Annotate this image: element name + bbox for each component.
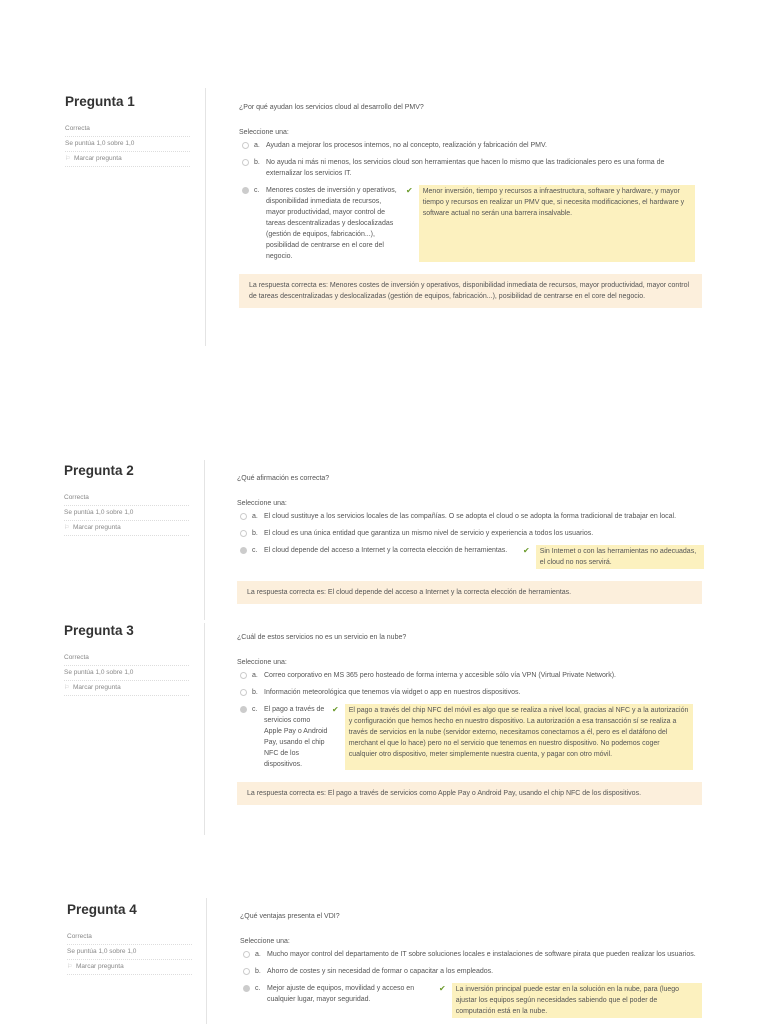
radio-button-selected[interactable]	[243, 985, 250, 992]
question-status: Correcta	[67, 930, 192, 945]
question-score: Se puntúa 1,0 sobre 1,0	[67, 945, 192, 960]
answer-option-c[interactable]: c. El cloud depende del acceso a Internet y la correcta elección de herramientas. ✔ Sin Internet o con las herramientas no adecuadas, el cloud no nos servirá.	[237, 545, 702, 569]
answer-option-a[interactable]: a. Ayudan a mejorar los procesos internos, no al concepto, realización y fabricación del PMV.	[239, 140, 702, 151]
divider	[206, 898, 207, 1024]
radio-button[interactable]	[240, 513, 247, 520]
select-label: Seleccione una:	[240, 938, 290, 945]
answer-option-c[interactable]: c. Mejor ajuste de equipos, movilidad y acceso en cualquier lugar, mayor seguridad. ✔ La inversión principal puede estar en la solución en la nube, para (luego ajustar los equipos según necesidades sabiendo que el poder de computación está en la nube.	[240, 983, 702, 1018]
question-status: Correcta	[64, 491, 189, 506]
flag-question-link[interactable]: ⚐ Marcar pregunta	[64, 681, 189, 696]
flag-question-link[interactable]: ⚐ Marcar pregunta	[65, 152, 190, 167]
radio-button-selected[interactable]	[242, 187, 249, 194]
answer-option-b[interactable]: b. Ahorro de costes y sin necesidad de formar o capacitar a los empleados.	[240, 966, 702, 977]
question-score: Se puntúa 1,0 sobre 1,0	[65, 137, 190, 152]
feedback-box: La inversión principal puede estar en la solución en la nube, para (luego ajustar los equipos según necesidades sabiendo que el poder de computación está en la nube.	[452, 983, 702, 1018]
radio-button[interactable]	[240, 530, 247, 537]
divider	[205, 88, 206, 346]
question-info	[67, 902, 192, 975]
flag-icon: ⚐	[65, 156, 71, 162]
answer-option-a[interactable]: a. Correo corporativo en MS 365 pero hosteado de forma interna y accesible sólo vía VPN (Virtual Private Network).	[237, 670, 702, 681]
check-icon: ✔	[332, 705, 339, 714]
radio-button[interactable]	[243, 968, 250, 975]
radio-button[interactable]	[240, 672, 247, 679]
divider	[204, 460, 205, 620]
radio-button[interactable]	[243, 951, 250, 958]
flag-icon: ⚐	[67, 964, 73, 970]
flag-question-link[interactable]: ⚐ Marcar pregunta	[64, 521, 189, 536]
question-text: ¿Por qué ayudan los servicios cloud al desarrollo del PMV?	[239, 104, 424, 111]
question-content	[240, 911, 702, 1024]
question-info	[64, 623, 189, 696]
feedback-box: Menor inversión, tiempo y recursos a infraestructura, software y hardware, y mayor tiempo y recursos en realizar un PMV que, si necesita modificaciones, el hardware y software actual no serán una barrera insalvable.	[419, 185, 695, 262]
radio-button[interactable]	[242, 159, 249, 166]
question-text: ¿Qué ventajas presenta el VDI?	[240, 913, 340, 920]
divider	[204, 623, 205, 835]
radio-button-selected[interactable]	[240, 706, 247, 713]
question-title: Pregunta 1	[65, 94, 135, 109]
question-info	[65, 94, 190, 167]
flag-question-link[interactable]: ⚐ Marcar pregunta	[67, 960, 192, 975]
radio-button[interactable]	[240, 689, 247, 696]
question-info	[64, 463, 189, 536]
select-label: Seleccione una:	[239, 129, 289, 136]
right-answer-box: La respuesta correcta es: Menores costes de inversión y operativos, disponibilidad inmediata de recursos, mayor productividad, mayor control de tareas descentralizadas y deslocalizadas (gestión de equipos, fabricación...), posibilidad de centrarse en el core del negocio.	[239, 274, 702, 308]
question-status: Correcta	[65, 122, 190, 137]
question-score: Se puntúa 1,0 sobre 1,0	[64, 506, 189, 521]
question-content	[239, 102, 702, 308]
answer-option-b[interactable]: b. Información meteorológica que tenemos vía widget o app en nuestros dispositivos.	[237, 687, 702, 698]
check-icon: ✔	[406, 186, 413, 195]
answer-option-a[interactable]: a. El cloud sustituye a los servicios locales de las compañías. O se adopta el cloud o se adopta la forma tradicional de trabajar en local.	[237, 511, 702, 522]
right-answer-box: La respuesta correcta es: El pago a través de servicios como Apple Pay o Android Pay, usando el chip NFC de los dispositivos.	[237, 782, 702, 805]
question-title: Pregunta 2	[64, 463, 134, 478]
answer-option-a[interactable]: a. Mucho mayor control del departamento de IT sobre soluciones locales e instalaciones de software pirata que pueden realizar los usuarios.	[240, 949, 702, 960]
question-score: Se puntúa 1,0 sobre 1,0	[64, 666, 189, 681]
answer-option-b[interactable]: b. El cloud es una única entidad que garantiza un mismo nivel de servicio y experiencia a todos los usuarios.	[237, 528, 702, 539]
question-text: ¿Cuál de estos servicios no es un servicio en la nube?	[237, 634, 407, 641]
check-icon: ✔	[439, 984, 446, 993]
feedback-box: Sin Internet o con las herramientas no adecuadas, el cloud no nos servirá.	[536, 545, 704, 569]
question-title: Pregunta 4	[67, 902, 137, 917]
question-title: Pregunta 3	[64, 623, 134, 638]
radio-button[interactable]	[242, 142, 249, 149]
answer-option-b[interactable]: b. No ayuda ni más ni menos, los servicios cloud son herramientas que hacen lo mismo que las tradicionales pero es una forma de externalizar los servicios IT.	[239, 157, 702, 179]
check-icon: ✔	[523, 546, 530, 555]
question-content	[237, 473, 702, 604]
select-label: Seleccione una:	[237, 659, 287, 666]
answer-option-c[interactable]: c. Menores costes de inversión y operativos, disponibilidad inmediata de recursos, mayor productividad, mayor control de tareas descentralizadas y deslocalizadas (gestión de equipos, fabricación...), posibilidad de centrarse en el core del negocio. ✔ Menor inversión, tiempo y recursos a infraestructura, software y hardware, y mayor tiempo y recursos en realizar un PMV que, si necesita modificaciones, el hardware y software actual no serán una barrera insalvable.	[239, 185, 702, 262]
question-text: ¿Qué afirmación es correcta?	[237, 475, 330, 482]
flag-icon: ⚐	[64, 685, 70, 691]
flag-icon: ⚐	[64, 525, 70, 531]
question-content	[237, 632, 702, 805]
right-answer-box: La respuesta correcta es: El cloud depende del acceso a Internet y la correcta elección de herramientas.	[237, 581, 702, 604]
radio-button-selected[interactable]	[240, 547, 247, 554]
feedback-box: El pago a través del chip NFC del móvil es algo que se realiza a nivel local, gracias al NFC y a la autorización y configuración que hemos hecho en nuestro dispositivo. La autorización a esa transacción sí se realiza a través de servicios en la nube (servidor externo, necesitamos conectarnos a él, pero es el datáfono del merchant el que lo hace) pero no el servicio que tenemos en nuestro dispositivo. No podemos coger cualquier otro dispositivo, meter simplemente nuestra cuenta, y pagar con otro móvil.	[345, 704, 693, 770]
select-label: Seleccione una:	[237, 500, 287, 507]
question-status: Correcta	[64, 651, 189, 666]
answer-option-c[interactable]: c. El pago a través de servicios como Apple Pay o Android Pay, usando el chip NFC de los dispositivos. ✔ El pago a través del chip NFC del móvil es algo que se realiza a nivel local, gracias al NFC y a la autorización y configuración que hemos hecho en nuestro dispositivo. La autorización a esa transacción sí se realiza a través de servicios en la nube (servidor externo, necesitamos conectarnos a él, pero es el datáfono del merchant el que lo hace) pero no el servicio que tenemos en nuestro dispositivo. No podemos coger cualquier otro dispositivo, meter simplemente nuestra cuenta, y pagar con otro móvil.	[237, 704, 702, 770]
